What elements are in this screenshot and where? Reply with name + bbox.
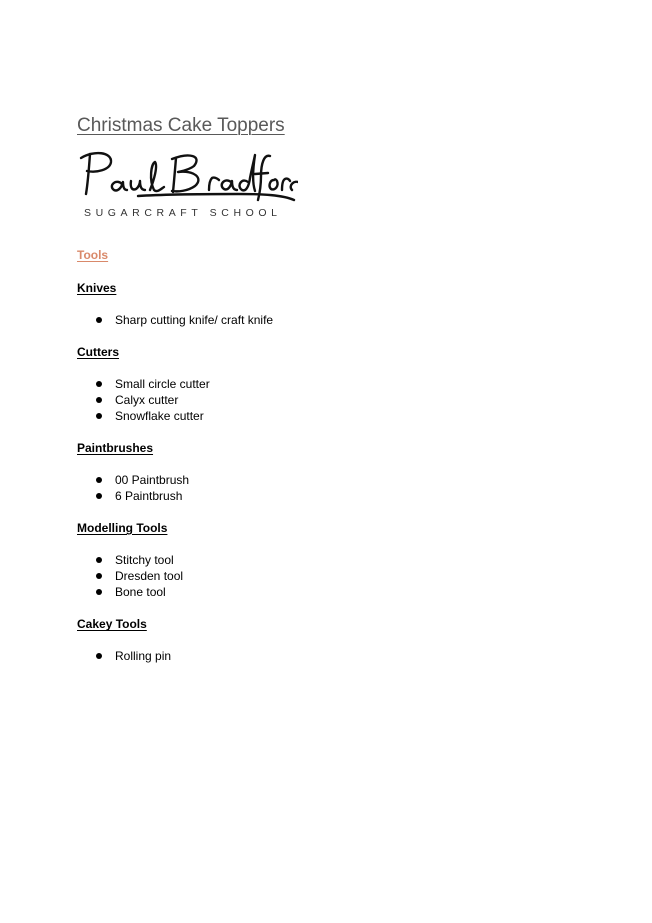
list-item-label: Calyx cutter bbox=[115, 393, 179, 407]
list-item-label: Sharp cutting knife/ craft knife bbox=[115, 313, 274, 327]
bullet-icon bbox=[96, 317, 102, 323]
signature-logo-image bbox=[78, 150, 298, 205]
section-title-tools: Tools bbox=[77, 248, 109, 262]
bullet-icon bbox=[96, 557, 102, 563]
bullet-icon bbox=[96, 397, 102, 403]
group-heading-knives: Knives bbox=[77, 281, 117, 295]
school-logo bbox=[78, 150, 298, 225]
list-item-label: Rolling pin bbox=[115, 649, 172, 663]
bullet-icon bbox=[96, 653, 102, 659]
group-heading-paintbrushes: Paintbrushes bbox=[77, 441, 154, 455]
group-heading-cutters: Cutters bbox=[77, 345, 120, 359]
list-item-label: Bone tool bbox=[115, 585, 166, 599]
group-heading-modelling-tools: Modelling Tools bbox=[77, 521, 168, 535]
list-item-label: Small circle cutter bbox=[115, 377, 210, 391]
bullet-icon bbox=[96, 477, 102, 483]
logo-subtitle: SUGARCRAFT SCHOOL bbox=[84, 207, 282, 219]
bullet-icon bbox=[96, 493, 102, 499]
group-heading-cakey-tools: Cakey Tools bbox=[77, 617, 147, 631]
bullet-icon bbox=[96, 413, 102, 419]
bullet-icon bbox=[96, 589, 102, 595]
bullet-icon bbox=[96, 381, 102, 387]
bullet-icon bbox=[96, 573, 102, 579]
list-item-label: Stitchy tool bbox=[115, 553, 174, 567]
list-item-label: Snowflake cutter bbox=[115, 409, 204, 423]
list-item-label: 6 Paintbrush bbox=[115, 489, 183, 503]
list-item-label: 00 Paintbrush bbox=[115, 473, 190, 487]
list-item-label: Dresden tool bbox=[115, 569, 184, 583]
document-title: Christmas Cake Toppers bbox=[77, 115, 285, 136]
